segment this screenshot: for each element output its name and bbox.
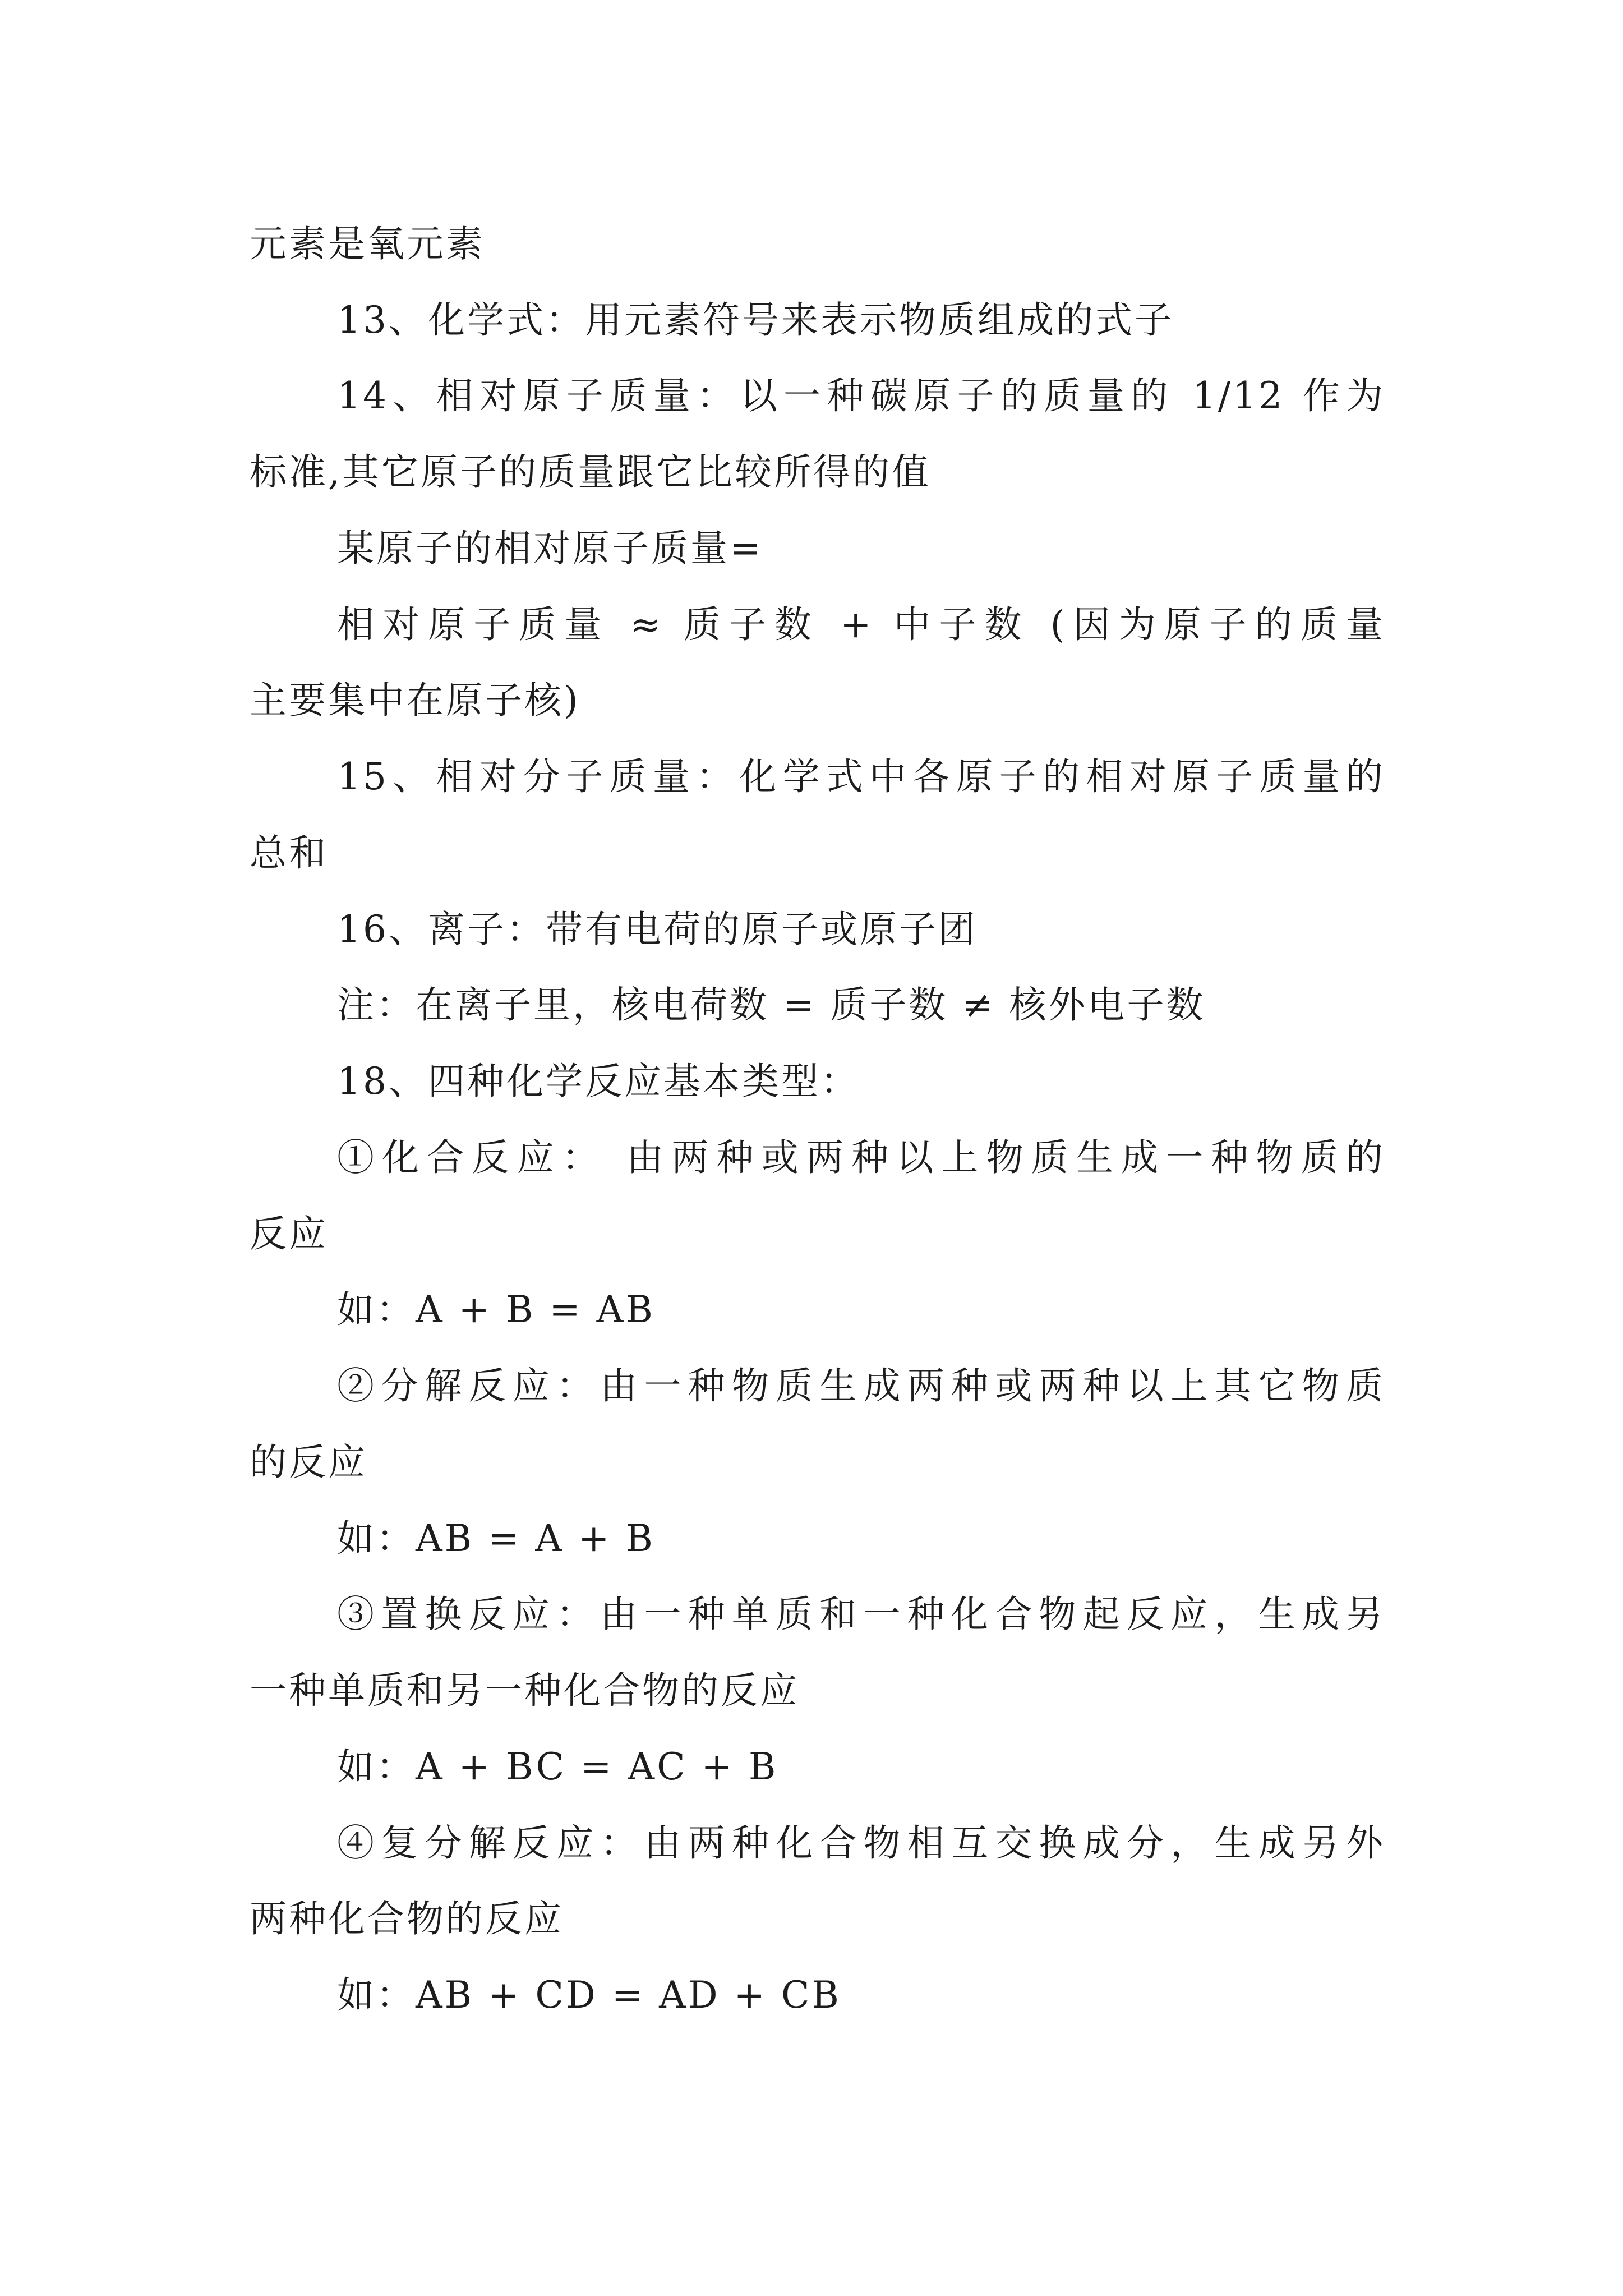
text-line: 两种化合物的反应 <box>250 1897 564 1940</box>
ion-note: 注：在离子里，核电荷数 = 质子数 ≠ 核外电子数 <box>337 983 1206 1027</box>
definition-16-ion: 16、离子：带有电荷的原子或原子团 <box>337 908 978 951</box>
text-line: 反应 <box>250 1212 328 1255</box>
displacement-reaction: ③置换反应：由一种单质和一种化合物起反应，生成另 <box>337 1593 1385 1636</box>
text-line: 一种单质和另一种化合物的反应 <box>250 1669 799 1712</box>
displacement-example: 如：A + BC = AC + B <box>337 1745 778 1788</box>
text-line: 总和 <box>250 831 328 875</box>
decomposition-example: 如：AB = A + B <box>337 1517 655 1560</box>
text-line: 标准,其它原子的质量跟它比较所得的值 <box>250 450 931 494</box>
double-decomposition-reaction: ④复分解反应：由两种化合物相互交换成分，生成另外 <box>337 1821 1385 1865</box>
definition-14-relative-atomic-mass: 14、相对原子质量：以一种碳原子的质量的 1/12 作为 <box>337 374 1385 417</box>
definition-15-relative-molecular-mass: 15、相对分子质量：化学式中各原子的相对原子质量的 <box>337 755 1385 798</box>
text-line: 的反应 <box>250 1441 367 1484</box>
double-decomposition-example: 如：AB + CD = AD + CB <box>337 1973 841 2017</box>
text-line: 元素是氧元素 <box>250 222 485 265</box>
combination-reaction: ①化合反应： 由两种或两种以上物质生成一种物质的 <box>337 1136 1385 1179</box>
decomposition-reaction: ②分解反应：由一种物质生成两种或两种以上其它物质 <box>337 1364 1385 1407</box>
text-line: 主要集中在原子核) <box>250 679 580 722</box>
definition-13-chemical-formula: 13、化学式：用元素符号来表示物质组成的式子 <box>337 298 1174 342</box>
definition-18-reaction-types: 18、四种化学反应基本类型： <box>337 1060 860 1103</box>
relative-atomic-mass-formula: 某原子的相对原子质量= <box>337 527 763 570</box>
relative-atomic-mass-approximation: 相对原子质量 ≈ 质子数 + 中子数 (因为原子的质量 <box>337 603 1385 646</box>
combination-example: 如：A + B = AB <box>337 1288 655 1331</box>
